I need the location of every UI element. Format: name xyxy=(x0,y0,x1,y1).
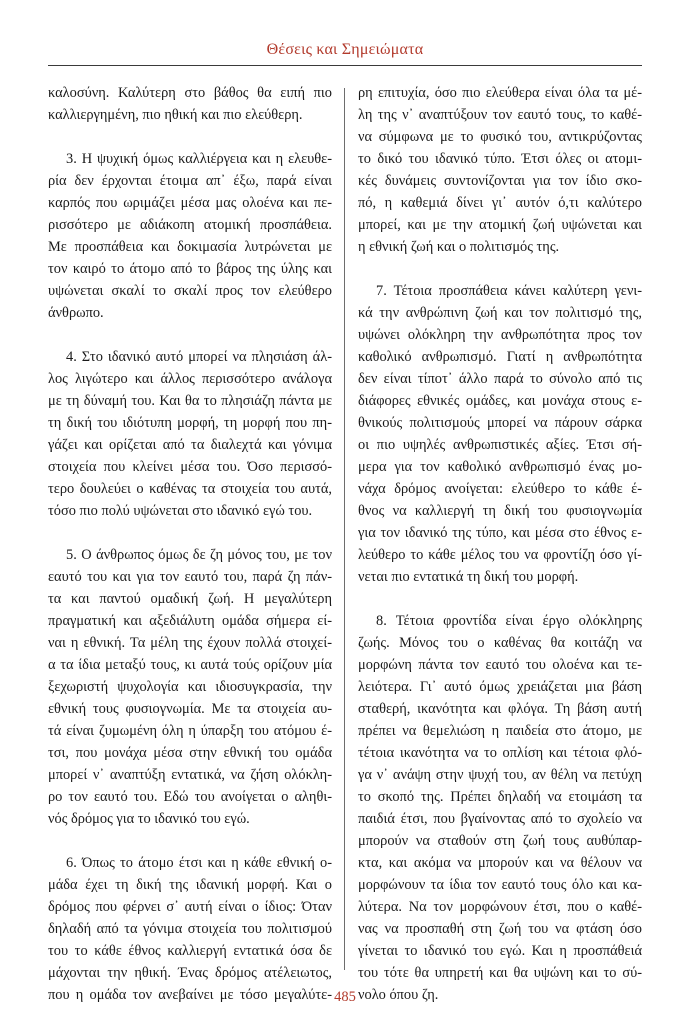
text-line: του το κάθε έθνος καλλιεργή εντατικά όσα δε xyxy=(48,943,332,959)
text-line: για τον ιδανικό της τύπο, και μέσα στο έθνος ε- xyxy=(358,525,642,541)
text-line: ναι η εθνική. Τα μέλη της έχουν πολλά στοιχεί- xyxy=(48,635,332,651)
text-line: μπορεί ν᾽ αναπτύξη εντατικά, να ζήση ολόκλη- xyxy=(48,767,332,783)
text-line: στοιχεία που κλείνει μέσα του. Όσο περισσό- xyxy=(48,459,332,475)
left-column xyxy=(48,82,332,1003)
text-line: νεται πιο εντατικά τη δική του μορφή. xyxy=(358,569,579,585)
text-line: σταθερή, ικανότητα και φλόγα. Τη βάση αυτή xyxy=(358,701,642,717)
paragraph-start-line: 3. Η ψυχική όμως καλλιέργεια και η ελευθε- xyxy=(66,151,332,167)
text-line: με τη δύναμή του. Και θα το πλησιάζη πάντα με xyxy=(48,393,332,409)
text-line: μάδα έχει τη δική της ιδανική μορφή. Και ο xyxy=(48,877,332,893)
text-line: θνικούς πολιτισμούς μπορεί να πάρουν σάρκα xyxy=(358,415,642,431)
text-line: υψώνεται σκαλί το σκαλί προς τον ελεύθερο xyxy=(48,283,332,299)
text-line: ρισσότερο με αδιάκοπη ατομική προσπάθεια. xyxy=(48,217,332,233)
paragraph-gap xyxy=(48,830,332,852)
text-line: μπορούν να σταθούν στη ζωή τους αυθύπαρ- xyxy=(358,833,642,849)
text-line: γα ν᾽ ανάψη στην ψυχή του, αν θέλη να πετύχη xyxy=(358,767,642,783)
paragraph-start-line: 6. Όπως το άτομο έτσι και η κάθε εθνική ο- xyxy=(66,855,332,871)
text-line: καθολικό ανθρωπισμό. Γιατί η ανθρωπότητα xyxy=(358,349,642,365)
text-line: α τα ίδια μεταξύ τους, κι αυτά τούς ορίζουν μία xyxy=(48,657,332,673)
paragraph-start-line: 7. Τέτοια προσπάθεια κάνει καλύτερη γενι- xyxy=(376,283,642,299)
paragraph-gap xyxy=(48,324,332,346)
text-line: εθνική τους φυσιογνωμία. Με τα στοιχεία αυ- xyxy=(48,701,332,717)
text-line: του τότε θα υπηρετή και θα υψώνη και το σύ- xyxy=(358,965,642,981)
text-line: μορφώνουν τα ίδια τον εαυτό τους όλο και κα- xyxy=(358,877,642,893)
text-line: θνος να καλλιεργή τη δική του φυσιογνωμία xyxy=(358,503,642,519)
text-line: άνθρωπο. xyxy=(48,305,104,321)
paragraph-gap xyxy=(48,126,332,148)
paragraph-gap xyxy=(48,522,332,544)
text-line: πρέπει να θεμελιώση η παιδεία στο άτομο, με xyxy=(358,723,642,739)
text-line: υψώνει ολόκληρη την ανθρωπότητα προς τον xyxy=(358,327,642,343)
text-line: γίνεται το ιδανικό του εγώ. Και η προσπάθειά xyxy=(358,943,642,959)
text-line: δεν είναι τίποτ᾽ άλλο παρά το σύνολο από τις xyxy=(358,371,642,387)
text-line: ξεχωριστή ψυχολογία και ιδιοσυγκρασία, την xyxy=(48,679,332,695)
text-line: μορφώνη πάντα τον εαυτό του ολοένα και τε- xyxy=(358,657,642,673)
text-line: οι πιο υψηλές ανθρωπιστικές αξίες. Έτσι σή- xyxy=(358,437,642,453)
text-line: τον καιρό το άτομο από το βάρος της ύλης και xyxy=(48,261,332,277)
text-line: λος λιγώτερο και άλλος περισσότερο ανάλογα xyxy=(48,371,332,387)
text-line: η εθνική ζωή και ο πολιτισμός της. xyxy=(358,239,560,255)
text-line: νας να προσπαθή στη ζωή του να φτάση όσο xyxy=(358,921,642,937)
text-line: δρόμος που φέρνει σ᾽ αυτή είναι ο ίδιος: Όταν xyxy=(48,899,332,915)
text-line: τσι, που μονάχα μέσα στην εθνική του ομάδα xyxy=(48,745,332,761)
text-line: τέτοια ικανότητα να το οπλίση και τέτοια φλό- xyxy=(358,745,642,761)
text-line: πραγματική και αξεδιάλυτη ομάδα σήμερα εί- xyxy=(48,613,332,629)
paragraph-start-line: 5. Ο άνθρωπος όμως δε ζη μόνος του, με τον xyxy=(66,547,332,563)
text-line: να σύμφωνα με το φυσικό του, αντικρύζοντας xyxy=(358,129,642,145)
text-line: λεύθερο το κάθε μέλος του να φροντίζη όσο γί- xyxy=(358,547,642,563)
text-line: λύτερα. Να τον μορφώνουν έτσι, που ο καθέ- xyxy=(358,899,642,915)
text-line: μάχονται την ηθική. Ένας δρόμος ατέλειωτος, xyxy=(48,965,332,981)
text-line: τα και παντού ομαδική ζωή. Η μεγαλύτερη xyxy=(48,591,332,607)
text-line: ρη επιτυχία, όσο πιο ελεύθερα είναι όλα τα μέ- xyxy=(358,85,642,101)
text-line: τόσο πιο πολύ υψώνεται στο ιδανικό εγώ του. xyxy=(48,503,313,519)
header-rule xyxy=(48,65,642,66)
text-line: νός δρόμος για το ιδανικό του εγώ. xyxy=(48,811,250,827)
text-line: καρπός που ωριμάζει μέσα μας ολοένα και πε- xyxy=(48,195,332,211)
column-divider xyxy=(344,88,345,970)
right-column xyxy=(358,82,642,1003)
paragraph-gap xyxy=(358,588,642,610)
text-line: ζωής. Μόνος του ο καθένας θα κοιτάζη να xyxy=(358,635,642,651)
text-line: το δικό του ιδανικό τύπο. Έτσι όλες οι ατομι- xyxy=(358,151,642,167)
text-line: δηλαδή από τα γόνιμα στοιχεία του πολιτισμού xyxy=(48,921,332,937)
text-line: κά την ανθρώπινη ζωή και τον πολιτισμό της, xyxy=(358,305,642,321)
text-line: ρία δεν έρχονται έτοιμα απ᾽ έξω, παρά είναι xyxy=(48,173,332,189)
text-line: νολο όπου ζη. xyxy=(358,987,439,1003)
text-line: τερο δουλεύει ο καθένας τα στοιχεία του αυτά, xyxy=(48,481,332,497)
text-line: εαυτό του και για τον εαυτό του, παρά ζη πάν- xyxy=(48,569,332,585)
paragraph-gap xyxy=(358,258,642,280)
running-header: Θέσεις και Σημειώματα xyxy=(266,41,424,58)
text-line: πό, η καθεμιά δίνει γι᾽ αυτόν ό,τι καλύτερο xyxy=(358,195,642,211)
text-line: που η ομάδα τον ανεβαίνει με τόσο μεγαλύτε- xyxy=(48,987,332,1003)
text-line: τά είναι ζυμωμένη όλη η ύπαρξη του ατόμου έ- xyxy=(48,723,332,739)
paragraph-start-line: 8. Τέτοια φροντίδα είναι έργο ολόκληρης xyxy=(376,613,642,629)
text-line: το σκοπό της. Πρέπει δηλαδή να ετοιμάση τα xyxy=(358,789,642,805)
text-line: καλοσύνη. Καλύτερη στο βάθος θα ειπή πιο xyxy=(48,85,332,101)
text-line: παιδιά έτσι, που βγαίνοντας από το σχολείο να xyxy=(358,811,642,827)
text-line: διάφορες εθνικές ομάδες, και μονάχα στους ε- xyxy=(358,393,642,409)
text-line: ρο τον εαυτό του. Εδώ του ανοίγεται ο αληθι- xyxy=(48,789,332,805)
text-line: κτα, και ακόμα να μπορούν και να θέλουν να xyxy=(358,855,642,871)
text-line: Με προσπάθεια και δοκιμασία λυτρώνεται με xyxy=(48,239,332,255)
text-line: λη της ν᾽ αναπτύξουν τον εαυτό τους, το καθέ- xyxy=(358,107,642,123)
text-line: λειότερα. Γι᾽ αυτό όμως χρειάζεται μια βάση xyxy=(358,679,642,695)
text-line: μπορεί, και με την ατομική ζωή υψώνεται και xyxy=(358,217,642,233)
text-line: κές δυνάμεις συντονίζονται για τον ίδιο σκο- xyxy=(358,173,642,189)
page-number: 485 xyxy=(334,989,356,1005)
text-line: τη δική του ιδιότυπη μορφή, τη μορφή που πη- xyxy=(48,415,332,431)
text-line: μερα για τον καθολικό ανθρωπισμό ένας μο- xyxy=(358,459,642,475)
text-line: καλλιεργημένη, πιο ηθική και πιο ελεύθερη. xyxy=(48,107,303,123)
text-line: γάζει και ορίζεται από τα διαλεχτά και γόνιμα xyxy=(48,437,332,453)
text-line: νάχα δρόμος ανοίγεται: ελεύθερο το κάθε έ- xyxy=(358,481,642,497)
paragraph-start-line: 4. Στο ιδανικό αυτό μπορεί να πλησιάση άλ- xyxy=(66,349,332,365)
